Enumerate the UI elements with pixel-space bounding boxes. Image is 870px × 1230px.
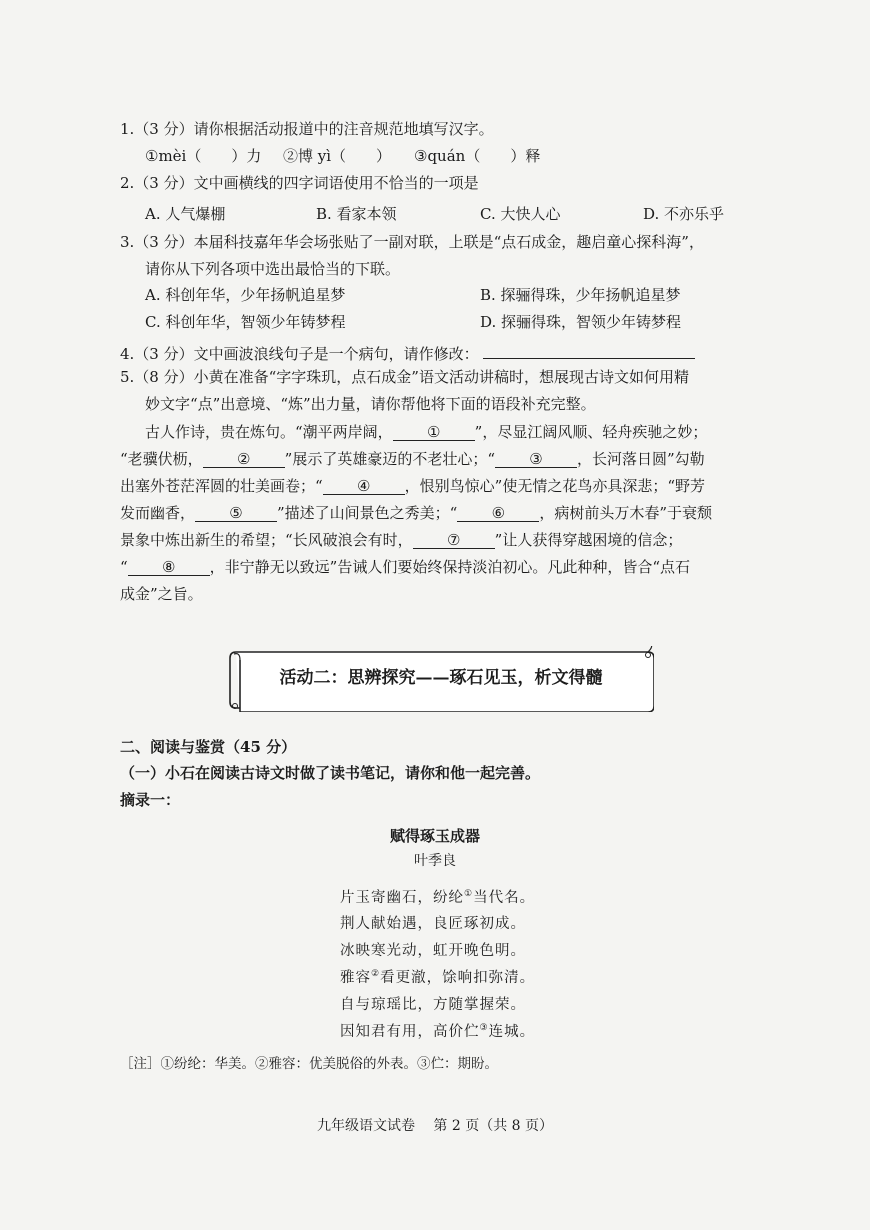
q5-blank-8[interactable]: ⑧	[128, 557, 210, 576]
q5-blank-3[interactable]: ③	[495, 449, 577, 468]
poem-text: 片玉寄幽石，纷纶	[340, 890, 464, 906]
q5-text: ”让人获得穿越困境的信念；	[494, 531, 683, 549]
footnote-mark: ②	[371, 969, 381, 980]
q5-text: “老骥伏枥，	[120, 450, 203, 468]
q5-stem-line2: 妙文字“点”出意境、“炼”出力量，请你帮他将下面的语段补充完整。	[145, 395, 596, 413]
q5-paragraph-line1	[145, 422, 707, 442]
q1-item-1: ①mèi（ ）力	[145, 147, 262, 165]
q2-option-b: B. 看家本领	[316, 205, 397, 223]
poem-text: 连城。	[488, 1024, 536, 1040]
q5-paragraph-line3	[120, 476, 705, 496]
excerpt-label: 摘录一：	[120, 791, 181, 809]
section2-heading: 二、阅读与鉴赏（45 分）	[120, 738, 297, 756]
poem-text: 荆人献始遇，良匠琢初成。	[340, 916, 526, 932]
q1-item-2: ②博 yì（ ）	[283, 147, 392, 165]
q5-blank-6[interactable]: ⑥	[457, 503, 539, 522]
poem-text: 因知君有用，高价伫	[340, 1024, 480, 1040]
q1-item-3: ③quán（ ）释	[414, 147, 541, 165]
q5-text: 景象中炼出新生的希望；“长风破浪会有时，	[120, 531, 413, 549]
poem-line-4	[340, 968, 535, 988]
q5-paragraph-line7: 成金”之旨。	[120, 585, 203, 603]
q2-option-c: C. 大快人心	[480, 205, 561, 223]
q2-stem: 2.（3 分）文中画横线的四字词语使用不恰当的一项是	[120, 174, 479, 192]
poem-text: 看更澈，馀响扣弥清。	[380, 970, 536, 986]
section2-subheading: （一）小石在阅读古诗文时做了读书笔记，请你和他一起完善。	[120, 764, 541, 782]
q4-stem: 4.（3 分）文中画波浪线句子是一个病句，请作修改：	[120, 345, 479, 363]
q5-text: ，恨别鸟惊心”使无情之花鸟亦具深悲；“野芳	[404, 477, 706, 495]
q5-paragraph-line6	[120, 557, 690, 577]
q3-stem-line1: 3.（3 分）本届科技嘉年华会场张贴了一副对联，上联是“点石成金，趣启童心探科海”，	[120, 233, 704, 251]
q5-paragraph-line4	[120, 503, 712, 523]
poem-line-1	[340, 888, 535, 908]
q4-line	[120, 340, 695, 364]
poem-notes: ［注］①纷纶：华美。②雅容：优美脱俗的外表。③伫：期盼。	[120, 1056, 498, 1072]
q2-option-a: A. 人气爆棚	[145, 205, 226, 223]
q5-blank-7[interactable]: ⑦	[413, 530, 495, 549]
poem-title: 赋得琢玉成器	[389, 827, 480, 845]
q5-blank-5[interactable]: ⑤	[195, 503, 277, 522]
q5-paragraph-line5	[120, 530, 682, 550]
activity-banner	[228, 646, 654, 712]
q3-option-c: C. 科创年华，智领少年铸梦程	[145, 313, 346, 331]
q5-text: ”描述了山间景色之秀美；“	[277, 504, 458, 522]
q3-stem-line2: 请你从下列各项中选出最恰当的下联。	[145, 260, 401, 278]
page-footer: 九年级语文试卷 第 2 页（共 8 页）	[316, 1118, 554, 1134]
q5-blank-2[interactable]: ②	[203, 449, 285, 468]
q4-answer-blank[interactable]	[483, 340, 695, 359]
activity-title: 活动二：思辨探究——琢石见玉，析文得髓	[279, 668, 603, 688]
poem-text: 当代名。	[473, 890, 536, 906]
q5-blank-1[interactable]: ①	[393, 422, 475, 441]
poem-text: 雅容	[340, 970, 371, 986]
footnote-mark: ①	[464, 889, 474, 900]
footnote-mark: ③	[479, 1023, 489, 1034]
q5-text: 古人作诗，贵在炼句。“潮平两岸阔，	[145, 423, 393, 441]
q5-text: “	[120, 558, 128, 576]
q3-option-b: B. 探骊得珠，少年扬帆追星梦	[480, 286, 681, 304]
q1-stem: 1.（3 分）请你根据活动报道中的注音规范地填写汉字。	[120, 120, 494, 138]
poem-text: 冰映寒光动，虹开晚色明。	[340, 943, 526, 959]
q2-option-d: D. 不亦乐乎	[643, 205, 725, 223]
poem-line-2	[340, 914, 526, 934]
poem-text: 自与琼瑶比，方随掌握荣。	[340, 997, 526, 1013]
poem-line-3	[340, 941, 526, 961]
q5-text: 出塞外苍茫浑圆的壮美画卷；“	[120, 477, 323, 495]
q5-text: 发而幽香，	[120, 504, 196, 522]
q3-option-d: D. 探骊得珠，智领少年铸梦程	[480, 313, 682, 331]
poem-line-5	[340, 995, 526, 1015]
q5-stem-line1: 5.（8 分）小黄在准备“字字珠玑，点石成金”语文活动讲稿时，想展现古诗文如何用精	[120, 368, 689, 386]
q3-option-a: A. 科创年华，少年扬帆追星梦	[145, 286, 346, 304]
q5-text: ，病树前头万木春”于衰颓	[539, 504, 713, 522]
q5-text: ”，尽显江阔风顺、轻舟疾驰之妙；	[474, 423, 708, 441]
q5-text: ，非宁静无以致远”告诫人们要始终保持淡泊初心。凡此种种，皆合“点石	[209, 558, 691, 576]
q5-blank-4[interactable]: ④	[323, 476, 405, 495]
q5-paragraph-line2	[120, 449, 705, 469]
poem-line-6	[340, 1022, 535, 1042]
poem-author: 叶季良	[414, 853, 456, 869]
q5-text: ”展示了英雄豪迈的不老壮心；“	[284, 450, 496, 468]
q5-text: ，长河落日圆”勾勒	[577, 450, 705, 468]
